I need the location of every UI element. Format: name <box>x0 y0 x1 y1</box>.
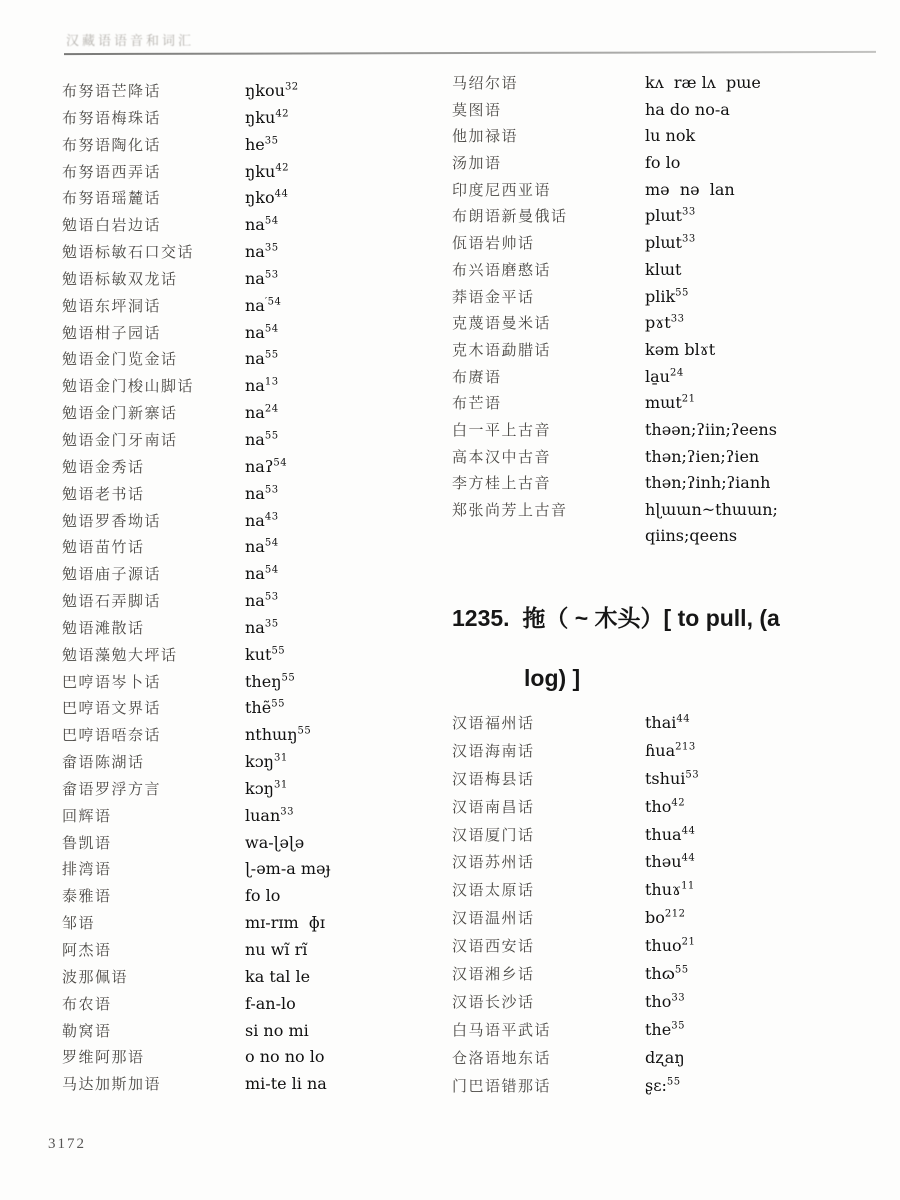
language-name: 勉语金门牙南话 <box>62 430 178 449</box>
transcription: $na^{35}$ <box>245 617 279 637</box>
transcription: thəu$^{44}$ <box>645 852 696 872</box>
dictionary-row <box>452 339 882 366</box>
dictionary-row <box>452 526 882 553</box>
transcription: $na^{'54}$ <box>245 295 282 315</box>
language-name: 勉语金秀话 <box>62 457 145 476</box>
dictionary-row <box>452 125 882 152</box>
transcription: mi-te li na <box>245 1074 327 1094</box>
dictionary-row <box>62 80 442 107</box>
dictionary-row <box>452 768 882 796</box>
tone-superscript: 43 <box>264 511 279 523</box>
tone-superscript: 55 <box>281 672 296 684</box>
transcription: naʔ$^{54}$ <box>245 456 288 476</box>
language-name: 鲁凯语 <box>62 833 112 852</box>
language-name: 白马语平武话 <box>452 1020 552 1039</box>
tone-superscript: 42 <box>671 797 686 809</box>
dictionary-row <box>62 348 442 375</box>
dictionary-row <box>452 963 882 991</box>
transcription: o no no lo <box>245 1047 325 1067</box>
transcription: thəən;ʔiin;ʔeens <box>645 419 777 439</box>
dictionary-row <box>452 99 882 126</box>
tone-superscript: 35 <box>264 242 279 254</box>
tone-superscript: 213 <box>675 741 696 753</box>
dictionary-row <box>452 205 882 232</box>
language-name: 汉语太原话 <box>452 881 535 900</box>
dictionary-row <box>62 187 442 214</box>
transcription: mɯt$^{21}$ <box>645 393 696 413</box>
language-name: 排湾语 <box>62 860 112 879</box>
dictionary-row <box>452 879 882 907</box>
entry-heading-line1: 1235. 拖（ ~ 木头）[ to pull, (a <box>452 605 780 631</box>
language-name: 布努语瑶麓话 <box>62 189 162 208</box>
dictionary-row <box>62 858 442 885</box>
language-name: 巴哼语唔奈话 <box>62 726 162 745</box>
tone-superscript: 44 <box>681 825 696 837</box>
dictionary-row <box>452 991 882 1019</box>
transcription: hɭɯɯn~thɯɯn; <box>645 500 778 519</box>
language-name: 汉语西安话 <box>452 937 535 956</box>
dictionary-row <box>62 724 442 751</box>
dictionary-row <box>452 907 882 935</box>
tone-superscript: 53 <box>264 484 279 496</box>
dictionary-row <box>452 935 882 963</box>
tone-superscript: 31 <box>273 779 288 791</box>
dictionary-row <box>62 993 442 1020</box>
dictionary-row <box>62 510 442 537</box>
language-name: 罗维阿那语 <box>62 1048 145 1067</box>
language-name: 印度尼西亚语 <box>452 180 552 199</box>
language-name: 莽语金平话 <box>452 287 535 306</box>
transcription: fo lo <box>645 153 681 173</box>
transcription: thən;ʔien;ʔien <box>645 446 760 466</box>
transcription: f-an-lo <box>245 993 296 1013</box>
tone-superscript: 55 <box>264 350 279 362</box>
language-name: 汉语长沙话 <box>452 992 535 1011</box>
transcription: kɔŋ$^{31}$ <box>245 778 288 798</box>
dictionary-row <box>62 322 442 349</box>
transcription: ɦua$^{213}$ <box>645 740 696 760</box>
language-name: 畲语罗浮方言 <box>62 779 162 798</box>
language-name: 汉语湘乡话 <box>452 965 535 984</box>
tone-superscript: 33 <box>681 207 696 219</box>
dictionary-row <box>452 1019 882 1047</box>
dictionary-row <box>62 268 442 295</box>
language-name: 门巴语错那话 <box>452 1076 552 1095</box>
dictionary-row <box>452 1047 882 1075</box>
transcription: $na^{53}$ <box>245 591 279 611</box>
tone-superscript: 55 <box>666 1076 681 1088</box>
dictionary-row <box>452 72 882 99</box>
language-name: 马达加斯加语 <box>62 1075 162 1094</box>
language-name: 汤加语 <box>452 154 502 173</box>
transcription: $bo^{212}$ <box>645 908 686 928</box>
language-name: 巴哼语岑卜话 <box>62 672 162 691</box>
language-name: 勉语标敏双龙话 <box>62 269 178 288</box>
language-name: 布努语陶化话 <box>62 135 162 154</box>
tone-superscript: ′54 <box>264 296 282 308</box>
tone-superscript: 53 <box>685 769 700 781</box>
transcription: si no mi <box>245 1020 309 1040</box>
entry-heading-line2: log) ] <box>524 665 581 691</box>
dictionary-row <box>452 259 882 286</box>
dictionary-row <box>62 912 442 939</box>
right-column-top <box>452 72 882 552</box>
transcription: $na^{53}$ <box>245 483 279 503</box>
dictionary-row <box>452 312 882 339</box>
transcription: $na^{43}$ <box>245 510 279 530</box>
transcription: $la̱u^{24}$ <box>645 366 684 386</box>
tone-superscript: 35 <box>671 1020 685 1032</box>
dictionary-row <box>452 851 882 879</box>
dictionary-row <box>62 1020 442 1047</box>
page-number: 3172 <box>48 1136 86 1152</box>
language-name: 佤语岩帅话 <box>452 234 535 253</box>
dictionary-row <box>62 134 442 161</box>
language-name: 他加禄语 <box>452 127 519 146</box>
language-name: 阿杰语 <box>62 941 112 959</box>
language-name: 莫图语 <box>452 100 502 119</box>
tone-superscript: 212 <box>664 908 686 920</box>
dictionary-row <box>62 832 442 859</box>
dictionary-row <box>62 375 442 402</box>
language-name: 高本汉中古音 <box>452 447 552 466</box>
transcription: $na^{55}$ <box>245 349 279 369</box>
tone-superscript: 32 <box>284 81 299 93</box>
dictionary-row <box>452 824 882 852</box>
dictionary-row <box>452 232 882 259</box>
transcription: $na^{54}$ <box>245 215 279 235</box>
transcription: $na^{54}$ <box>245 537 279 557</box>
language-name: 邹语 <box>62 914 96 933</box>
language-name: 汉语厦门话 <box>452 825 535 844</box>
dictionary-row <box>62 483 442 510</box>
transcription: wa-ɭəɭə <box>245 832 305 852</box>
transcription: thɷ$^{55}$ <box>645 964 689 984</box>
tone-superscript: 55 <box>271 699 285 711</box>
language-name: 勉语金门览金话 <box>62 350 178 369</box>
dictionary-row <box>62 885 442 912</box>
transcription: kut$^{55}$ <box>245 644 286 664</box>
language-name: 郑张尚芳上古音 <box>452 501 568 519</box>
transcription: $he^{35}$ <box>245 134 279 154</box>
dictionary-row <box>452 152 882 179</box>
language-name: 汉语苏州话 <box>452 853 535 872</box>
tone-superscript: 54 <box>264 538 279 550</box>
transcription: nthɯŋ$^{55}$ <box>245 725 312 745</box>
language-name: 勉语东坪洞话 <box>62 296 162 315</box>
tone-superscript: 55 <box>675 287 689 299</box>
language-name: 勉语庙子源话 <box>62 565 162 584</box>
tone-superscript: 33 <box>671 992 686 1004</box>
dictionary-row <box>62 456 442 483</box>
language-name: 布努语芒降话 <box>62 82 162 100</box>
language-name: 马绍尔语 <box>452 74 519 92</box>
dictionary-row <box>452 499 882 526</box>
transcription: mɪ-rɪm ɸɪ <box>245 913 325 933</box>
transcription: plɯt$^{33}$ <box>645 206 696 226</box>
dictionary-row <box>452 392 882 419</box>
language-name: 勉语柑子园话 <box>62 323 162 342</box>
tone-superscript: 53 <box>264 591 279 603</box>
language-name: 白一平上古音 <box>452 420 552 439</box>
transcription: ka tal le <box>245 966 311 986</box>
transcription: the$^{35}$ <box>645 1019 685 1039</box>
language-name: 勉语老书话 <box>62 484 145 503</box>
transcription: lu nok <box>645 126 696 146</box>
language-name: 汉语梅县话 <box>452 769 535 788</box>
language-name: 布兴语磨憨话 <box>452 260 552 279</box>
dictionary-row <box>62 751 442 778</box>
dictionary-row <box>62 429 442 456</box>
transcription: dʐaŋ <box>645 1047 685 1067</box>
language-name: 布努语梅珠话 <box>62 108 162 127</box>
tone-superscript: 42 <box>275 108 290 120</box>
language-name: 勉语苗竹话 <box>62 538 145 557</box>
tone-superscript: 55 <box>271 645 286 657</box>
dictionary-row <box>452 796 882 824</box>
tone-superscript: 33 <box>681 233 696 245</box>
language-name: 回辉语 <box>62 806 112 825</box>
language-name: 勉语白岩边话 <box>62 216 162 235</box>
language-name: 勒窝语 <box>62 1021 112 1040</box>
language-name: 勉语滩散话 <box>62 618 145 637</box>
tone-superscript: 54 <box>264 564 279 576</box>
transcription: ʂɛ:$^{55}$ <box>645 1075 681 1095</box>
transcription: fo lo <box>245 886 281 906</box>
transcription: ŋkou$^{32}$ <box>245 81 299 100</box>
language-name: 畲语陈湖话 <box>62 753 145 772</box>
language-name: 泰雅语 <box>62 887 112 906</box>
language-name: 勉语罗香坳话 <box>62 511 162 530</box>
language-name: 克蔑语曼米话 <box>452 314 552 333</box>
language-name: 布朗语新曼俄话 <box>452 207 568 226</box>
dictionary-row <box>62 939 442 966</box>
tone-superscript: 55 <box>674 964 689 976</box>
transcription: tho$^{33}$ <box>645 991 686 1011</box>
dictionary-row <box>62 966 442 993</box>
transcription: klɯt <box>645 259 682 279</box>
transcription: $na^{35}$ <box>245 242 279 262</box>
dictionary-row <box>62 1046 442 1073</box>
tone-superscript: 44 <box>681 853 696 865</box>
dictionary-row <box>62 590 442 617</box>
dictionary-row <box>452 1075 882 1103</box>
transcription: $na^{13}$ <box>245 376 279 396</box>
tone-superscript: 21 <box>681 936 696 948</box>
dictionary-row <box>62 1073 442 1100</box>
transcription: ha do no-a <box>645 99 730 119</box>
language-name: 汉语福州话 <box>452 714 535 732</box>
tone-superscript: 54 <box>264 323 279 335</box>
tone-superscript: 11 <box>681 881 695 893</box>
transcription: pɤt$^{33}$ <box>645 313 685 333</box>
dictionary-row <box>452 712 882 740</box>
transcription: $na^{55}$ <box>245 429 279 449</box>
left-column <box>62 80 442 1100</box>
tone-superscript: 54 <box>264 215 279 227</box>
transcription: tho$^{42}$ <box>645 796 686 816</box>
tone-superscript: 13 <box>264 376 279 388</box>
tone-superscript: 24 <box>669 367 684 379</box>
transcription: nu wĩ rĩ <box>245 940 308 959</box>
language-name: 布赓语 <box>452 367 502 386</box>
language-name: 勉语藻勉大坪话 <box>62 645 178 664</box>
transcription: thua$^{44}$ <box>645 824 696 844</box>
dictionary-row <box>62 402 442 429</box>
tone-superscript: 55 <box>297 725 312 737</box>
dictionary-row <box>62 644 442 671</box>
tone-superscript: 42 <box>275 162 290 174</box>
transcription: tshui$^{53}$ <box>645 768 700 788</box>
transcription: $na^{54}$ <box>245 322 279 342</box>
transcription: ŋko$^{44}$ <box>245 188 289 208</box>
language-name: 汉语温州话 <box>452 909 535 928</box>
language-name: 汉语海南话 <box>452 741 535 760</box>
language-name: 勉语金门新寨话 <box>62 404 178 423</box>
dictionary-row <box>62 563 442 590</box>
transcription: mə nə lan <box>645 179 735 199</box>
language-name: 布芒语 <box>452 394 502 413</box>
right-column-bottom <box>452 712 882 1102</box>
transcription: kʌ ræ lʌ pɯe <box>645 73 761 92</box>
transcription: thẽ$^{55}$ <box>245 698 285 718</box>
transcription: ŋku$^{42}$ <box>245 107 290 127</box>
dictionary-row <box>62 617 442 644</box>
language-name: 克木语勐腊话 <box>452 340 552 359</box>
language-name: 汉语南昌话 <box>452 797 535 816</box>
tone-superscript: 33 <box>280 806 294 818</box>
tone-superscript: 35 <box>264 618 279 630</box>
dictionary-row <box>62 671 442 698</box>
dictionary-row <box>452 740 882 768</box>
language-name: 仓洛语地东话 <box>452 1048 552 1067</box>
dictionary-row <box>452 419 882 446</box>
language-name: 李方桂上古音 <box>452 474 552 493</box>
language-name: 波那佩语 <box>62 967 129 986</box>
transcription: thuo$^{21}$ <box>645 936 696 956</box>
transcription: plik$^{55}$ <box>645 286 689 306</box>
dictionary-row <box>62 697 442 724</box>
dictionary-row <box>62 536 442 563</box>
tone-superscript: 21 <box>681 393 696 405</box>
language-name: 巴哼语文界话 <box>62 699 162 718</box>
language-name: 布农语 <box>62 994 112 1013</box>
transcription: $na^{24}$ <box>245 403 279 423</box>
language-name: 勉语标敏石口交话 <box>62 243 195 262</box>
dictionary-row <box>452 179 882 206</box>
language-name: 勉语石弄脚话 <box>62 592 162 611</box>
transcription: theŋ$^{55}$ <box>245 671 296 691</box>
transcription: $na^{53}$ <box>245 268 279 288</box>
transcription: qiins;qeens <box>645 525 738 545</box>
tone-superscript: 35 <box>264 135 279 147</box>
dictionary-row <box>62 778 442 805</box>
dictionary-row <box>62 161 442 188</box>
language-name: 勉语金门梭山脚话 <box>62 377 195 396</box>
transcription: thən;ʔinh;ʔianh <box>645 473 771 493</box>
dictionary-row <box>62 295 442 322</box>
transcription: plɯt$^{33}$ <box>645 233 696 253</box>
tone-superscript: 44 <box>274 189 289 201</box>
dictionary-row <box>452 472 882 499</box>
transcription: $na^{54}$ <box>245 564 279 584</box>
header-rule <box>64 51 876 55</box>
tone-superscript: 55 <box>264 430 279 442</box>
entry-heading <box>452 598 882 698</box>
transcription: ɭ-əm-a məɟ <box>245 859 331 879</box>
dictionary-row <box>452 286 882 313</box>
dictionary-row <box>62 107 442 134</box>
dictionary-row <box>62 241 442 268</box>
transcription: ŋku$^{42}$ <box>245 161 290 181</box>
dictionary-row <box>62 214 442 241</box>
tone-superscript: 33 <box>670 313 685 325</box>
tone-superscript: 54 <box>273 457 288 469</box>
running-header: 汉藏语语音和词汇 <box>66 33 195 48</box>
transcription: kəm blɤt <box>645 339 716 359</box>
transcription: luan$^{33}$ <box>245 805 294 825</box>
dictionary-row <box>62 805 442 832</box>
tone-superscript: 24 <box>264 403 279 415</box>
tone-superscript: 31 <box>273 752 288 764</box>
language-name: 布努语西弄话 <box>62 162 162 181</box>
transcription: thai$^{44}$ <box>645 713 691 732</box>
tone-superscript: 53 <box>264 269 279 281</box>
transcription: kɔŋ$^{31}$ <box>245 752 288 772</box>
dictionary-row <box>452 446 882 473</box>
tone-superscript: 44 <box>676 713 691 725</box>
transcription: thuɤ$^{11}$ <box>645 880 695 900</box>
dictionary-row <box>452 366 882 393</box>
